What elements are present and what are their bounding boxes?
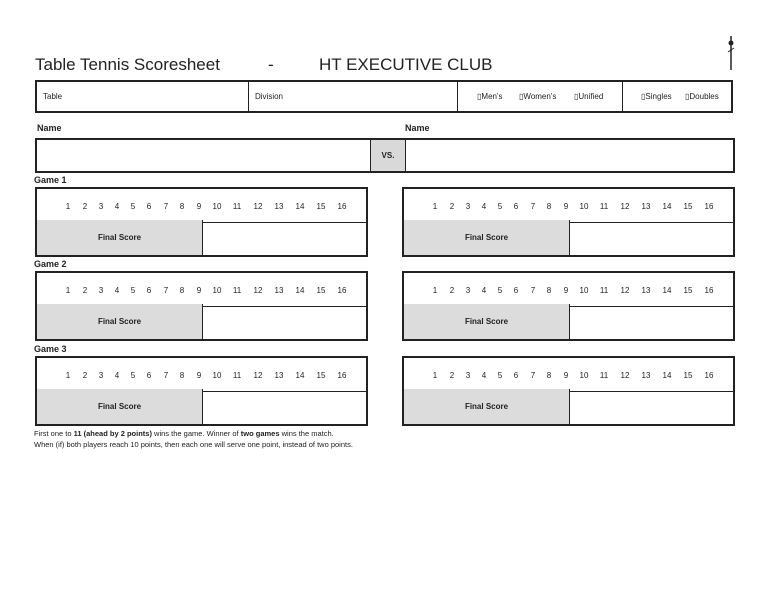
point-number[interactable]: 1: [65, 371, 71, 380]
checkbox-icon: ▯: [685, 92, 690, 101]
point-number[interactable]: 5: [497, 286, 503, 295]
final-score-field[interactable]: [567, 220, 733, 255]
point-number[interactable]: 13: [641, 202, 651, 211]
point-number[interactable]: 15: [316, 286, 326, 295]
point-number[interactable]: 10: [579, 202, 589, 211]
point-number[interactable]: 7: [163, 286, 169, 295]
point-number[interactable]: 6: [146, 371, 152, 380]
final-score-field[interactable]: [200, 304, 366, 339]
checkbox-icon: ▯: [574, 92, 579, 101]
point-number[interactable]: 16: [337, 202, 347, 211]
point-number[interactable]: 15: [683, 371, 693, 380]
checkbox-icon: ▯: [519, 92, 524, 101]
point-number[interactable]: 1: [65, 286, 71, 295]
point-number[interactable]: 4: [114, 286, 120, 295]
rules-note-line-1: First one to 11 (ahead by 2 points) wins the game. Winner of two games wins the match.: [34, 429, 334, 438]
point-tracker-row: [404, 273, 733, 307]
point-number[interactable]: 3: [465, 371, 471, 380]
point-number[interactable]: 15: [316, 371, 326, 380]
point-number[interactable]: 9: [563, 286, 569, 295]
point-number[interactable]: 5: [130, 371, 136, 380]
player-names-box: [35, 138, 735, 173]
point-number[interactable]: 9: [196, 371, 202, 380]
left-player-name-field[interactable]: [37, 140, 370, 171]
point-number[interactable]: 10: [212, 371, 222, 380]
point-number[interactable]: 14: [295, 286, 305, 295]
point-number[interactable]: 12: [253, 286, 263, 295]
point-number[interactable]: 7: [530, 371, 536, 380]
point-number[interactable]: 7: [530, 202, 536, 211]
womens-checkbox[interactable]: ▯Women's: [519, 92, 557, 101]
point-number[interactable]: 7: [163, 371, 169, 380]
final-score-label: Final Score: [37, 389, 203, 424]
singles-checkbox[interactable]: ▯Singles: [641, 92, 672, 101]
point-number[interactable]: 7: [530, 286, 536, 295]
point-number[interactable]: 15: [683, 286, 693, 295]
rules-note-line-2: When (if) both players reach 10 points, then each one will serve one point, instead of two points.: [34, 440, 353, 449]
point-number[interactable]: 11: [232, 371, 242, 380]
point-tracker-row: [37, 358, 366, 392]
point-number[interactable]: 15: [316, 202, 326, 211]
final-score-label: Final Score: [37, 304, 203, 339]
table-field[interactable]: [37, 82, 249, 111]
point-number[interactable]: 13: [274, 202, 284, 211]
type-options: [623, 82, 735, 111]
point-number[interactable]: 4: [481, 371, 487, 380]
point-number[interactable]: 5: [497, 202, 503, 211]
game-2-left-scorebox: [35, 271, 368, 341]
right-name-label: Name: [405, 123, 430, 133]
game-3-label: Game 3: [34, 344, 67, 354]
game-2-label: Game 2: [34, 259, 67, 269]
point-number[interactable]: 8: [179, 286, 185, 295]
point-number[interactable]: 1: [432, 286, 438, 295]
point-number[interactable]: 4: [481, 286, 487, 295]
point-number[interactable]: 12: [620, 371, 630, 380]
final-score-field[interactable]: [567, 389, 733, 424]
unified-checkbox[interactable]: ▯Unified: [574, 92, 604, 101]
point-number[interactable]: 1: [432, 371, 438, 380]
final-score-field[interactable]: [200, 389, 366, 424]
final-score-label: Final Score: [37, 220, 203, 255]
point-number[interactable]: 13: [274, 371, 284, 380]
mens-checkbox[interactable]: ▯Men's: [477, 92, 503, 101]
point-number[interactable]: 15: [683, 202, 693, 211]
point-number[interactable]: 3: [98, 286, 104, 295]
title-separator: -: [268, 55, 274, 74]
point-number[interactable]: 14: [662, 202, 672, 211]
checkbox-icon: ▯: [641, 92, 646, 101]
point-tracker-row: [37, 273, 366, 307]
point-number[interactable]: 5: [497, 371, 503, 380]
point-number[interactable]: 6: [513, 371, 519, 380]
point-tracker-row: [404, 189, 733, 223]
point-number[interactable]: 11: [232, 202, 242, 211]
game-1-left-scorebox: [35, 187, 368, 257]
point-number[interactable]: 8: [546, 286, 552, 295]
point-number[interactable]: 10: [579, 371, 589, 380]
point-number[interactable]: 2: [449, 371, 455, 380]
point-number[interactable]: 2: [449, 286, 455, 295]
point-number[interactable]: 11: [599, 286, 609, 295]
final-score-field[interactable]: [200, 220, 366, 255]
point-number[interactable]: 2: [82, 286, 88, 295]
game-2-right-scorebox: [402, 271, 735, 341]
point-tracker-row: [404, 358, 733, 392]
point-number[interactable]: 14: [295, 371, 305, 380]
point-number[interactable]: 11: [599, 371, 609, 380]
checkbox-icon: ▯: [477, 92, 482, 101]
point-number[interactable]: 3: [465, 202, 471, 211]
point-number[interactable]: 16: [337, 371, 347, 380]
game-1-right-scorebox: [402, 187, 735, 257]
point-number[interactable]: 5: [130, 286, 136, 295]
point-number[interactable]: 6: [513, 202, 519, 211]
point-number[interactable]: 9: [563, 371, 569, 380]
point-number[interactable]: 6: [146, 286, 152, 295]
point-number[interactable]: 9: [563, 202, 569, 211]
point-number[interactable]: 16: [704, 202, 714, 211]
final-score-field[interactable]: [567, 304, 733, 339]
point-number[interactable]: 2: [82, 202, 88, 211]
point-number[interactable]: 8: [546, 371, 552, 380]
gender-options: [458, 82, 623, 111]
division-field[interactable]: [249, 82, 458, 111]
point-number[interactable]: 16: [704, 371, 714, 380]
table-label: Table: [43, 92, 63, 101]
match-info-box: [35, 80, 733, 113]
final-score-label: Final Score: [404, 389, 570, 424]
point-number[interactable]: 2: [449, 202, 455, 211]
point-number[interactable]: 12: [253, 371, 263, 380]
point-number[interactable]: 11: [232, 286, 242, 295]
point-number[interactable]: 5: [130, 202, 136, 211]
final-score-label: Final Score: [404, 304, 570, 339]
division-label: Division: [255, 92, 284, 101]
logo-icon: [727, 34, 735, 72]
doubles-checkbox[interactable]: ▯Doubles: [685, 92, 719, 101]
point-number[interactable]: 4: [481, 202, 487, 211]
point-number[interactable]: 1: [432, 202, 438, 211]
final-score-label: Final Score: [404, 220, 570, 255]
right-player-name-field[interactable]: [404, 140, 733, 171]
point-number[interactable]: 10: [212, 202, 222, 211]
point-number[interactable]: 8: [179, 202, 185, 211]
point-number[interactable]: 13: [641, 286, 651, 295]
point-number[interactable]: 14: [295, 202, 305, 211]
point-number[interactable]: 8: [179, 371, 185, 380]
point-number[interactable]: 14: [662, 286, 672, 295]
vs-label: VS.: [370, 140, 406, 171]
point-number[interactable]: 6: [146, 202, 152, 211]
point-number[interactable]: 13: [274, 286, 284, 295]
point-number[interactable]: 8: [546, 202, 552, 211]
point-number[interactable]: 4: [114, 371, 120, 380]
point-number[interactable]: 9: [196, 202, 202, 211]
point-number[interactable]: 16: [704, 286, 714, 295]
point-number[interactable]: 10: [579, 286, 589, 295]
point-number[interactable]: 12: [620, 202, 630, 211]
sheet-title: Table Tennis Scoresheet: [35, 55, 220, 74]
point-number[interactable]: 6: [513, 286, 519, 295]
point-number[interactable]: 12: [620, 286, 630, 295]
left-name-label: Name: [37, 123, 62, 133]
point-number[interactable]: 14: [662, 371, 672, 380]
point-number[interactable]: 13: [641, 371, 651, 380]
point-number[interactable]: 4: [114, 202, 120, 211]
club-name: HT EXECUTIVE CLUB: [319, 55, 493, 74]
game-3-left-scorebox: [35, 356, 368, 426]
point-number[interactable]: 16: [337, 286, 347, 295]
point-number[interactable]: 9: [196, 286, 202, 295]
point-number[interactable]: 1: [65, 202, 71, 211]
game-3-right-scorebox: [402, 356, 735, 426]
point-number[interactable]: 2: [82, 371, 88, 380]
point-number[interactable]: 7: [163, 202, 169, 211]
point-tracker-row: [37, 189, 366, 223]
point-number[interactable]: 11: [599, 202, 609, 211]
point-number[interactable]: 3: [98, 202, 104, 211]
point-number[interactable]: 10: [212, 286, 222, 295]
point-number[interactable]: 12: [253, 202, 263, 211]
game-1-label: Game 1: [34, 175, 67, 185]
point-number[interactable]: 3: [465, 286, 471, 295]
point-number[interactable]: 3: [98, 371, 104, 380]
